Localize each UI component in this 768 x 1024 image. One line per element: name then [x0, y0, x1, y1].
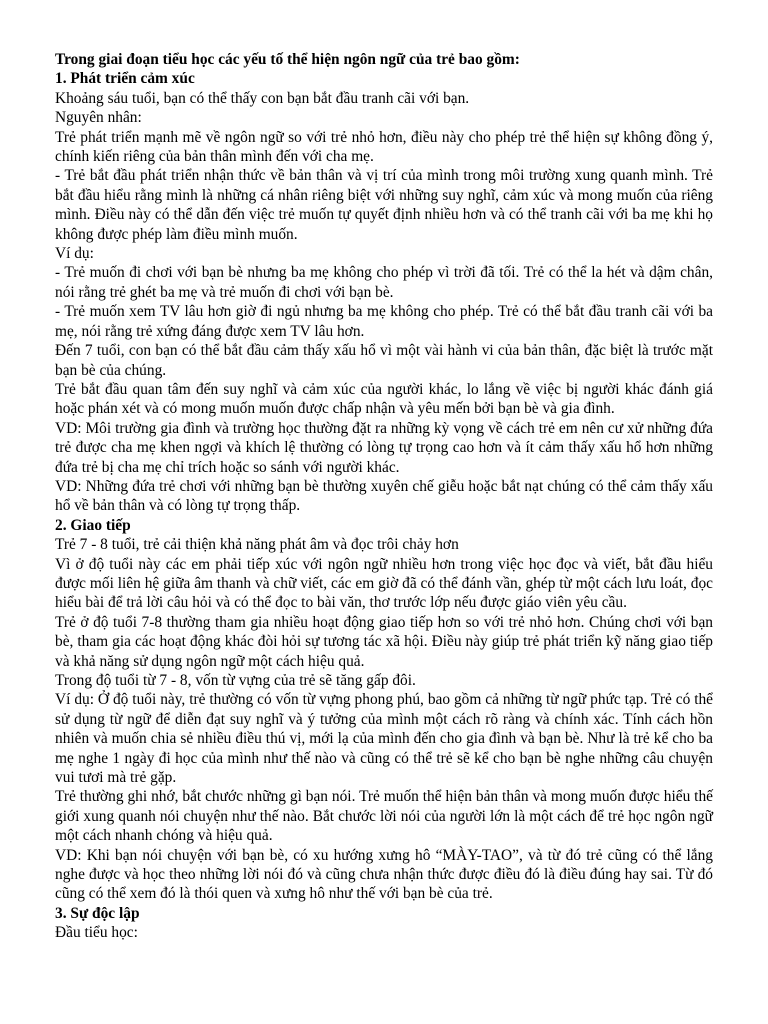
paragraph: Trẻ phát triển mạnh mẽ về ngôn ngữ so với trẻ nhỏ hơn, điều này cho phép trẻ thể hiện sự không đồng ý, chính kiến riêng của bản thân mình đến với cha mẹ.	[55, 128, 713, 166]
paragraph: Đầu tiểu học:	[55, 924, 138, 942]
document-page	[55, 50, 713, 943]
paragraph: Đến 7 tuổi, con bạn có thể bắt đầu cảm thấy xấu hổ vì một vài hành vi của bản thân, đặc biệt là trước mặt bạn bè của chúng.	[55, 342, 713, 379]
paragraph: Trẻ thường ghi nhớ, bắt chước những gì bạn nói. Trẻ muốn thể hiện bản thân và mong muốn được hiểu thế giới xung quanh nói chuyện như thế nào. Bắt chước lời nói của người lớn là một cách để trẻ học ngôn ngữ một cách nhanh chóng và hiệu quả.	[55, 788, 713, 845]
section-heading-1: 1. Phát triển cảm xúc	[55, 70, 195, 88]
paragraph: - Trẻ bắt đầu phát triển nhận thức về bản thân và vị trí của mình trong môi trường xung quanh mình. Trẻ bắt đầu hiểu rằng mình là những cá nhân riêng biệt với những suy nghĩ, cảm xúc và mong muốn của riêng mình. Điều này có thể dẫn đến việc trẻ muốn tự quyết định nhiều hơn và có thể tranh cãi với ba mẹ khi họ không được phép làm điều mình muốn.	[55, 167, 713, 243]
section-heading-3: 3. Sự độc lập	[55, 904, 140, 922]
paragraph: Ví dụ:	[55, 245, 94, 263]
paragraph: Trẻ ở độ tuổi 7-8 thường tham gia nhiều hoạt động giao tiếp hơn so với trẻ nhỏ hơn. Chúng chơi với bạn bè, tham gia các hoạt động khác đòi hỏi sự tương tác xã hội. Điều này giúp trẻ phát triển kỹ năng giao tiếp và khả năng sử dụng ngôn ngữ một cách hiệu quả.	[55, 613, 713, 670]
paragraph: VD: Những đứa trẻ chơi với những bạn bè thường xuyên chế giễu hoặc bắt nạt chúng có thể cảm thấy xấu hổ về bản thân và có lòng tự trọng thấp.	[55, 477, 713, 515]
paragraph: Vì ở độ tuổi này các em phải tiếp xúc với ngôn ngữ nhiều hơn trong việc học đọc và viết, bắt đầu hiểu được mối liên hệ giữa âm thanh và chữ viết, các em giờ đã có thể đánh vần, ghép từ một cách lưu loát, đọc hiểu bài để trả lời câu hỏi và có thể đọc to bài văn, thơ trước lớp nếu được giáo viên yêu cầu.	[55, 555, 713, 612]
paragraph: Trong độ tuổi từ 7 - 8, vốn từ vựng của trẻ sẽ tăng gấp đôi.	[55, 672, 416, 689]
paragraph: - Trẻ muốn đi chơi với bạn bè nhưng ba mẹ không cho phép vì trời đã tối. Trẻ có thể la hét và dậm chân, nói rằng trẻ ghét ba mẹ và trẻ muốn đi chơi với bạn bè.	[55, 264, 713, 301]
section-heading-2: 2. Giao tiếp	[55, 516, 131, 534]
paragraph: Khoảng sáu tuổi, bạn có thể thấy con bạn bắt đầu tranh cãi với bạn.	[55, 89, 470, 107]
paragraph: Nguyên nhân:	[55, 109, 142, 127]
paragraph: VD: Khi bạn nói chuyện với bạn bè, có xu hướng xưng hô “MÀY-TAO”, và từ đó trẻ cũng có thể lắng nghe được và học theo những lời nói đó và cũng chưa nhận thức được điều đó là điều đúng hay sai. Từ đó cũng có thể xem đó là thói quen và xưng hô như thế với bạn bè của trẻ.	[55, 846, 713, 903]
paragraph: Trẻ bắt đầu quan tâm đến suy nghĩ và cảm xúc của người khác, lo lắng về việc bị người khác đánh giá hoặc phán xét và có mong muốn muốn được chấp nhận và yêu mến bởi bạn bè và gia đình.	[55, 380, 713, 418]
paragraph: - Trẻ muốn xem TV lâu hơn giờ đi ngủ nhưng ba mẹ không cho phép. Trẻ có thể bắt đầu tranh cãi với ba mẹ, nói rằng trẻ xứng đáng được xem TV lâu hơn.	[55, 303, 713, 340]
paragraph: Trẻ 7 - 8 tuổi, trẻ cải thiện khả năng phát âm và đọc trôi chảy hơn	[55, 536, 459, 554]
paragraph: VD: Môi trường gia đình và trường học thường đặt ra những kỳ vọng về cách trẻ em nên cư xử những đứa trẻ được cha mẹ khen ngợi và khích lệ thường có lòng tự trọng cao hơn và ít cảm thấy xấu hổ hơn những đứa trẻ bị cha mẹ chỉ trích hoặc so sánh với người khác.	[55, 419, 713, 476]
document-title: Trong giai đoạn tiểu học các yếu tố thể hiện ngôn ngữ của trẻ bao gồm:	[55, 51, 520, 68]
paragraph: Ví dụ: Ở độ tuổi này, trẻ thường có vốn từ vựng phong phú, bao gồm cả những từ ngữ phức tạp. Trẻ có thể sử dụng từ ngữ để diễn đạt suy nghĩ và ý tưởng của mình một cách rõ ràng và chính xác. Tính cách hồn nhiên và muốn chia sẻ nhiều điều thú vị, mới lạ của mình đến cho gia đình và bạn bè. Như là trẻ kể cho ba mẹ nghe 1 ngày đi học của mình như thế nào và cũng có thể trẻ sẽ kể cho bạn bè nghe những câu chuyện vui tươi mà trẻ gặp.	[55, 691, 713, 787]
